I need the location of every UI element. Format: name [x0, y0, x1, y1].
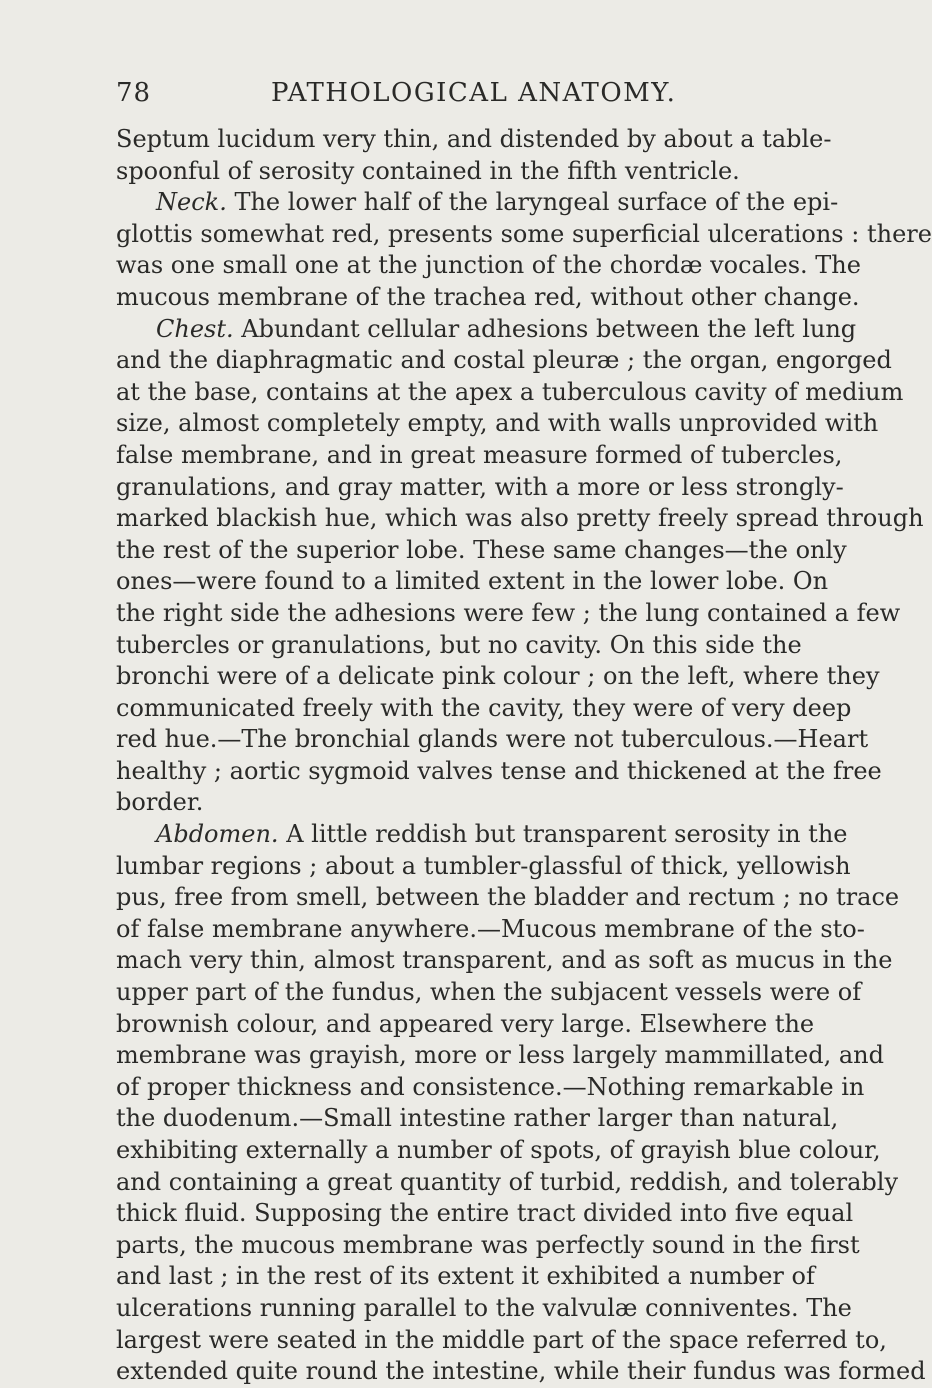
line-text: parts, the mucous membrane was perfectly sound in the first [116, 1230, 860, 1259]
text-line [116, 1198, 854, 1230]
line-text: ones—were found to a limited extent in the lower lobe. On [116, 567, 829, 596]
text-line [116, 756, 882, 788]
text-line [116, 377, 904, 409]
line-text: and containing a great quantity of turbid, reddish, and tolerably [116, 1167, 899, 1196]
text-line [116, 787, 776, 819]
line-text: mucous membrane of the trachea red, without other change. [116, 282, 860, 311]
line-text: the duodenum.—Small intestine rather larger than natural, [116, 1104, 839, 1133]
text-line [116, 945, 893, 977]
line-text: red hue.—The bronchial glands were not tuberculous.—Heart [116, 725, 869, 754]
running-head [116, 78, 776, 112]
text-line [116, 1072, 865, 1104]
text-line [116, 630, 802, 662]
line-text: largest were seated in the middle part of the space referred to, [116, 1325, 887, 1354]
text-line [116, 1103, 839, 1135]
text-line [116, 1325, 887, 1357]
text-line [116, 882, 900, 914]
text-line [116, 250, 861, 282]
line-text: tubercles or granulations, but no cavity. On this side the [116, 630, 802, 659]
text-line [116, 661, 880, 693]
line-text: of proper thickness and consistence.—Nothing remarkable in [116, 1072, 865, 1101]
line-text: brownish colour, and appeared very large. Elsewhere the [116, 1009, 815, 1038]
text-line [116, 1009, 815, 1041]
line-text: membrane was grayish, more or less largely mammillated, and [116, 1041, 884, 1070]
text-line [116, 219, 932, 251]
line-text: bronchi were of a delicate pink colour ; on the left, where they [116, 662, 880, 691]
text-line [116, 314, 857, 346]
text-line [116, 1261, 815, 1293]
text-line [116, 1135, 881, 1167]
text-line [116, 124, 832, 156]
line-text: false membrane, and in great measure formed of tubercles, [116, 440, 843, 469]
text-line [116, 535, 847, 567]
line-text: spoonful of serosity contained in the fifth ventricle. [116, 156, 740, 185]
page-number: 78 [116, 78, 152, 108]
text-line [116, 345, 892, 377]
line-text: border. [116, 788, 204, 817]
line-text: mach very thin, almost transparent, and as soft as mucus in the [116, 946, 893, 975]
text-line [116, 851, 851, 883]
line-text: glottis somewhat red, presents some superficial ulcerations : there [116, 219, 932, 248]
line-text: size, almost completely empty, and with walls unprovided with [116, 409, 879, 438]
line-text: marked blackish hue, which was also pretty freely spread through [116, 504, 924, 533]
line-text: upper part of the fundus, when the subjacent vessels were of [116, 978, 862, 1007]
text-line [116, 977, 862, 1009]
text-line [116, 566, 829, 598]
line-text: ulcerations running parallel to the valvulæ conniventes. The [116, 1293, 852, 1322]
section-heading: Chest. [156, 314, 234, 343]
text-line [116, 819, 848, 851]
section-heading: Neck. [156, 188, 227, 217]
text-line [116, 693, 852, 725]
line-text: communicated freely with the cavity, they were of very deep [116, 693, 852, 722]
text-line [116, 1356, 926, 1388]
text-line [116, 914, 865, 946]
text-line [116, 598, 901, 630]
line-text: A little reddish but transparent serosity in the [278, 820, 848, 849]
line-text: extended quite round the intestine, while their fundus was formed [116, 1357, 926, 1386]
running-title: PATHOLOGICAL ANATOMY. [271, 78, 677, 108]
line-text: thick fluid. Supposing the entire tract divided into five equal [116, 1199, 854, 1228]
text-line [116, 282, 860, 314]
line-text: the rest of the superior lobe. These same changes—the only [116, 535, 847, 564]
line-text: pus, free from smell, between the bladder and rectum ; no trace [116, 883, 900, 912]
line-text: lumbar regions ; about a tumbler-glassful of thick, yellowish [116, 851, 851, 880]
text-line [116, 1293, 852, 1325]
text-line [116, 503, 924, 535]
line-text: The lower half of the laryngeal surface of the epi- [226, 188, 839, 217]
line-text: and last ; in the rest of its extent it exhibited a number of [116, 1262, 815, 1291]
line-text: of false membrane anywhere.—Mucous membrane of the sto- [116, 914, 865, 943]
line-text: was one small one at the junction of the chordæ vocales. The [116, 251, 861, 280]
text-line [116, 187, 839, 219]
text-line [116, 156, 776, 188]
text-line [116, 1040, 884, 1072]
line-text: at the base, contains at the apex a tuberculous cavity of medium [116, 377, 904, 406]
text-line [116, 408, 879, 440]
text-line [116, 1230, 860, 1262]
line-text: Septum lucidum very thin, and distended by about a table- [116, 125, 832, 153]
text-line [116, 440, 843, 472]
text-line [116, 1167, 899, 1199]
text-line [116, 724, 869, 756]
text-line [116, 472, 844, 504]
line-text: and the diaphragmatic and costal pleuræ ; the organ, engorged [116, 346, 892, 375]
section-heading: Abdomen. [156, 820, 279, 849]
line-text: Abundant cellular adhesions between the left lung [233, 314, 857, 343]
line-text: granulations, and gray matter, with a more or less strongly- [116, 472, 844, 501]
line-text: the right side the adhesions were few ; the lung contained a few [116, 598, 901, 627]
line-text: exhibiting externally a number of spots, of grayish blue colour, [116, 1136, 881, 1164]
body-text [116, 124, 932, 1388]
line-text: healthy ; aortic sygmoid valves tense and thickened at the free [116, 756, 882, 785]
